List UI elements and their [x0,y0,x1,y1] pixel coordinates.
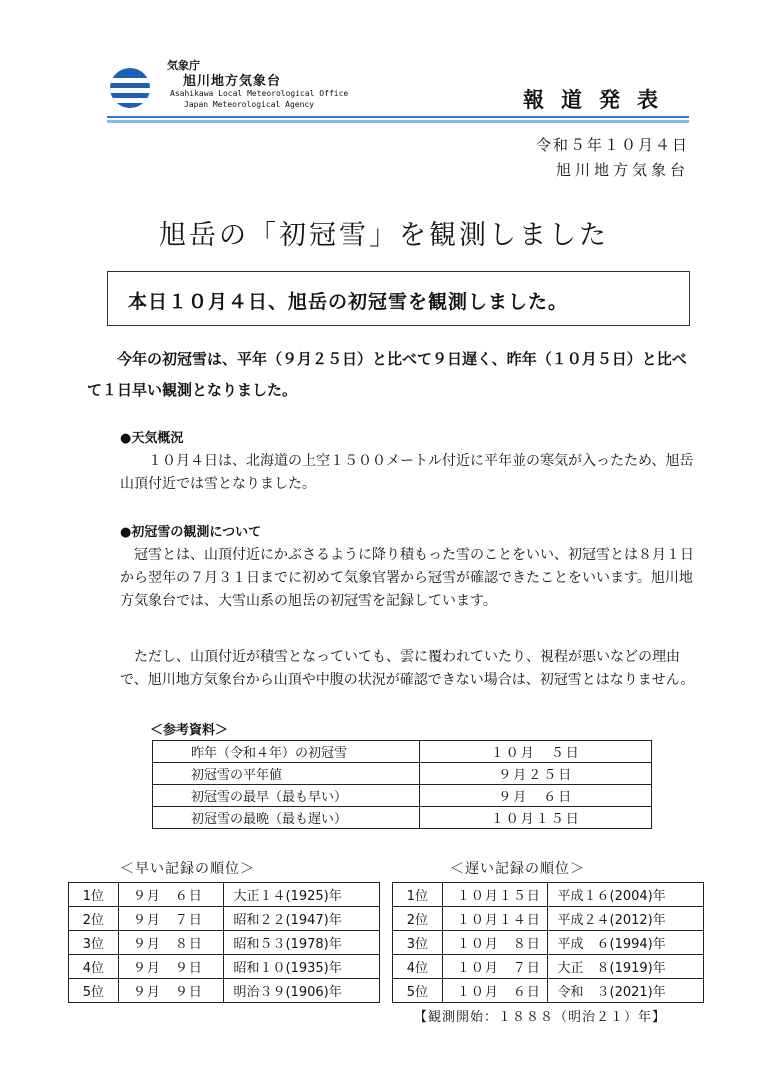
rank-cell: 5位 [393,979,443,1003]
reference-value: ９月 ６日 [420,785,652,807]
header-rule [107,116,689,118]
reference-item: 初冠雪の最早（最も早い） [153,785,420,807]
rank-cell: 3位 [393,931,443,955]
section-heading-observation: ●初冠雪の観測について [120,525,262,540]
year-cell: 昭和２２(1947)年 [223,907,380,931]
reference-label: ＜参考資料＞ [150,723,229,738]
reference-value: ９月２５日 [420,763,652,785]
rank-cell: 2位 [69,907,119,931]
table-row [393,907,704,931]
observation-paragraph-1: 冠雪とは、山頂付近にかぶさるように降り積もった雪のことをいい、初冠雪とは８月１日から翌年の７月３１日までに初めて気象官署から冠雪が確認できたことをいいます。旭川地方気象台では、大雪山系の旭岳の初冠雪を記録しています。 [120,547,694,609]
year-cell: 昭和１０(1935)年 [223,955,380,979]
late-ranking-caption: ＜遅い記録の順位＞ [450,861,585,877]
table-row [69,883,380,907]
reference-item: 昨年（令和４年）の初冠雪 [153,741,420,763]
agency-name-english: Japan Meteorological Agency [184,100,315,109]
page-title: 旭岳の「初冠雪」を観測しました [159,220,609,251]
jma-logo-icon [110,68,150,108]
table-row [393,979,704,1003]
table-row [69,931,380,955]
table-row [393,883,704,907]
reference-item: 初冠雪の平年値 [153,763,420,785]
date-cell: ９月 ７日 [118,907,223,931]
table-row [69,979,380,1003]
agency-name: 気象庁 [167,59,200,72]
observation-paragraph-2: ただし、山頂付近が積雪となっていても、雲に覆われていたり、視程が悪いなどの理由で、旭川地方気象台から山頂や中腹の状況が確認できない場合は、初冠雪とはなりません。 [120,649,695,688]
table-row [69,955,380,979]
date-cell: １０月 ７日 [442,955,547,979]
table-row [153,741,652,763]
table-row [393,931,704,955]
year-cell: 大正１４(1925)年 [223,883,380,907]
year-cell: 明治３９(1906)年 [223,979,380,1003]
rank-cell: 1位 [393,883,443,907]
date-cell: １０月１４日 [442,907,547,931]
year-cell: 平成２４(2012)年 [547,907,704,931]
date-cell: ９月 ８日 [118,931,223,955]
year-cell: 昭和５３(1978)年 [223,931,380,955]
office-name: 旭川地方気象台 [183,74,282,89]
early-ranking-table [68,882,380,1003]
table-row [153,807,652,829]
date-cell: ９月 ６日 [118,883,223,907]
release-date: 令和５年１０月４日 [535,136,689,154]
year-cell: 大正 ８(1919)年 [547,955,704,979]
summary-text: 今年の初冠雪は、平年（９月２５日）と比べて９日遅く、昨年（１０月５日）と比べて１日早い観測となりました。 [87,350,687,399]
table-row [393,955,704,979]
rank-cell: 2位 [393,907,443,931]
late-ranking-table [392,882,704,1003]
early-ranking-caption: ＜早い記録の順位＞ [120,861,255,877]
rank-cell: 5位 [69,979,119,1003]
document-type: 報道発表 [523,88,675,112]
year-cell: 平成１６(2004)年 [547,883,704,907]
header-rule-light [107,120,689,123]
rank-cell: 4位 [393,955,443,979]
date-cell: １０月 ８日 [442,931,547,955]
table-row [153,763,652,785]
date-cell: ９月 ９日 [118,979,223,1003]
reference-table [152,740,652,829]
reference-value: １０月 ５日 [420,741,652,763]
year-cell: 令和 ３(2021)年 [547,979,704,1003]
date-cell: １０月 ６日 [442,979,547,1003]
observation-start-note: 【観測開始：１８８８（明治２１）年】 [414,1010,667,1025]
reference-value: １０月１５日 [420,807,652,829]
table-row [153,785,652,807]
table-row [69,907,380,931]
rank-cell: 4位 [69,955,119,979]
section-heading-weather: ●天気概況 [120,431,184,446]
reference-item: 初冠雪の最晩（最も遅い） [153,807,420,829]
office-name-english: Asahikawa Local Meteorological Office [170,89,349,98]
rank-cell: 3位 [69,931,119,955]
date-cell: １０月１５日 [442,883,547,907]
date-cell: ９月 ９日 [118,955,223,979]
rank-cell: 1位 [69,883,119,907]
lead-text: 本日１０月４日、旭岳の初冠雪を観測しました。 [128,291,569,313]
year-cell: 平成 ６(1994)年 [547,931,704,955]
weather-paragraph: １０月４日は、北海道の上空１５００メートル付近に平年並の寒気が入ったため、旭岳山頂付近では雪となりました。 [120,453,694,492]
issuing-office: 旭川地方気象台 [555,161,689,179]
